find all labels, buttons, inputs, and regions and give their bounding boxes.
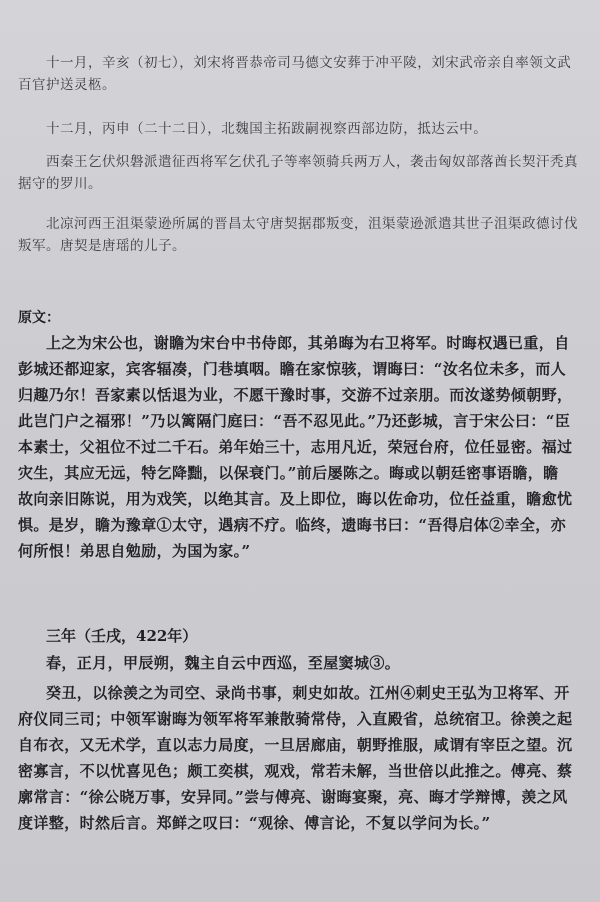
original-paragraph-2: 春，正月，甲辰朔，魏主自云中西巡，至屋窦城③。 [46, 654, 401, 672]
translation-paragraph-3: 西秦王乞伏炽磐派遣征西将军乞伏孔子等率领骑兵两万人，袭击匈奴部落酋长契汗秃真据守的罗川。 [18, 154, 578, 192]
original-paragraph-3: 癸丑，以徐羡之为司空、录尚书事，刺史如故。江州④刺史王弘为卫将军、开府仪同三司；中领军谢晦为领军将军兼散骑常侍，入直殿省，总统宿卫。徐羡之起自布衣，又无术学，直以志力局度，一旦居廊庙，朝野推服，咸谓有宰臣之望。沉密寡言，不以忧喜见色；颇工奕棋，观戏，常若未解，当世倍以此推之。傅亮、蔡廓常言：“徐公晓万事，安异同。”尝与傅亮、谢晦宴聚，亮、晦才学辩博，羡之风度详整，时然后言。郑鲜之叹曰：“观徐、傅言论，不复以学问为长。” [18, 684, 573, 832]
translation-paragraph-2: 十二月，丙申（二十二日），北魏国主拓跋嗣视察西部边防，抵达云中。 [46, 121, 488, 137]
original-paragraph-1: 上之为宋公也，谢瞻为宋台中书侍郎，其弟晦为右卫将军。时晦权遇已重，自彭城还都迎家，宾客辐凑，门巷填咽。瞻在家惊骇，谓晦曰：“汝名位未多，而人归趣乃尔！吾家素以恬退为业，不愿干豫时事，交游不过亲朋。而汝遂势倾朝野，此岂门户之福邪！”乃以篱隔门庭曰：“吾不忍见此。”乃还彭城，言于宋公曰：“臣本素士，父祖位不过二千石。弟年始三十，志用凡近，荣冠台府，位任显密。福过灾生，其应无远，特乞降黜，以保衰门。”前后屡陈之。晦或以朝廷密事语瞻，瞻故向亲旧陈说，用为戏笑，以绝其言。及上即位，晦以佐命功，位任益重，瞻愈忧惧。是岁，瞻为豫章①太守，遇病不疗。临终，遗晦书曰：“吾得启体②幸全，亦何所恨！弟思自勉励，为国为家。” [18, 334, 573, 560]
translation-paragraph-1: 十一月，辛亥（初七），刘宋将晋恭帝司马德文安葬于冲平陵，刘宋武帝亲自率领文武百官护送灵柩。 [18, 55, 572, 93]
year-heading: 三年（壬戌，422年） [46, 627, 198, 645]
original-text-label: 原文： [18, 310, 60, 326]
translation-paragraph-4: 北凉河西王沮渠蒙逊所属的晋昌太守唐契据郡叛变，沮渠蒙逊派遣其世子沮渠政德讨伐叛军。唐契是唐瑶的儿子。 [18, 216, 578, 254]
